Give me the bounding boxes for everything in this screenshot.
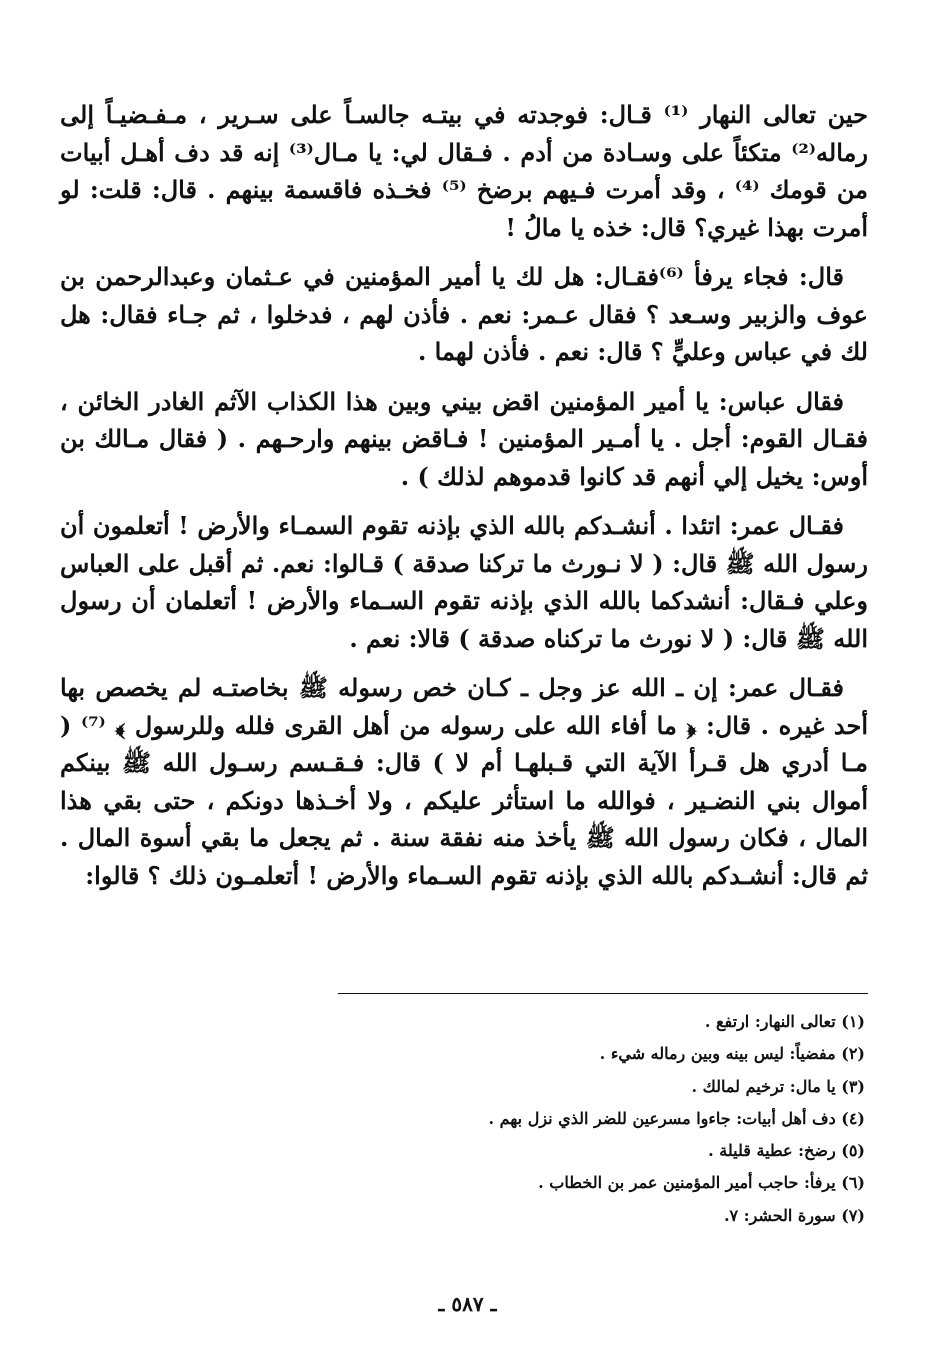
footnote: (٤) دف أهل أبيات: جاءوا مسرعين للضر الذي نزل بهم . (488, 1108, 865, 1128)
footnote: (٢) مفضياً: ليس بينه وبين رماله شيء . (599, 1044, 865, 1064)
footnote: (٦) يرفأ: حاجب أمير المؤمنين عمر بن الخطاب . (538, 1173, 865, 1193)
footnote: (٧) سورة الحشر: ٧. (723, 1205, 865, 1225)
footnote: (٣) يا مال: ترخيم لمالك . (691, 1076, 865, 1096)
paragraph: قال: فجاء يرفأ ⁽⁶⁾فقـال: هل لك يا أمير المؤمنين في عـثمان وعبدالرحمن بن عوف والزبير وسـعد ؟ فقال عـمر: نعم . فأذن لهم ، فدخلوا ، ثم جـاء فقال: هل لك في عباس وعليٍّ ؟ قال: نعم . فأذن لهما . (60, 262, 868, 366)
page-number: ـ ٥٨٧ ـ (438, 1292, 497, 1316)
footnote: (١) تعالى النهار: ارتفع . (704, 1012, 865, 1031)
footnote: (٥) رضخ: عطية قليلة . (708, 1141, 865, 1161)
main-text (60, 96, 868, 906)
paragraph: فقال عباس: يا أمير المؤمنين اقض بيني وبين هذا الكذاب الآثم الغادر الخائن ، فقـال القوم: أجل . يا أمـير المؤمنين ! فـاقض بينهم وارحـهم . ( فقال مـالك بن أوس: يخيل إلي أنهم قد كانوا قدموهم لذلك ) . (60, 386, 868, 491)
footnote-separator (338, 993, 868, 994)
footnotes (330, 1006, 865, 1232)
paragraph: حين تعالى النهار ⁽¹⁾ قـال: فوجدته في بيتـه جالسـاً على سـرير ، مـفـضيـاً إلى رماله⁽²⁾ متكئاً على وسـادة من أدم . فـقال لي: يا مـال⁽³⁾ إنه قد دف أهـل أبيات من قومك ⁽⁴⁾ ، وقد أمرت فـيهم برضخ ⁽⁵⁾ فخـذه فاقسمة بينهم . قال: قلت: لو أمرت بهذا غيري؟ قال: خذه يا مالُ ! (60, 100, 869, 242)
paragraph: فقـال عمر: إن ـ الله عز وجل ـ كـان خص رسوله ﷺ بخاصتـه لم يخصص بها أحد غيره . قال: ﴿ ما أفاء الله على رسوله من أهل القرى فلله وللرسول ﴾ ⁽⁷⁾ ( مـا أدري هل قـرأ الآية التي قـبلهـا أم لا ) قال: فـقـسم رسـول الله ﷺ بينكم أموال بني النضـير ، فوالله ما استأثر عليكم ، ولا أخـذها دونكم ، حتى بقي هذا المال ، فكان رسول الله ﷺ يأخذ منه نفقة سنة . ثم يجعل ما بقي أسوة المال . ثم قال: أنشـدكم بالله الذي بإذنه تقوم السـماء والأرض ! أتعلمـون ذلك ؟ قالوا: (60, 673, 868, 890)
paragraph: فقـال عمر: اتئدا . أنشـدكم بالله الذي بإذنه تقوم السمـاء والأرض ! أتعلمون أن رسول الله ﷺ قال: ( لا نـورث ما تركنا صدقة ) قـالوا: نعم. ثم أقبل على العباس وعلي فـقال: أنشدكما بالله الذي بإذنه تقوم السـماء والأرض ! أتعلمان أن رسول الله ﷺ قال: ( لا نورث ما تركناه صدقة ) قالا: نعم . (60, 511, 868, 653)
